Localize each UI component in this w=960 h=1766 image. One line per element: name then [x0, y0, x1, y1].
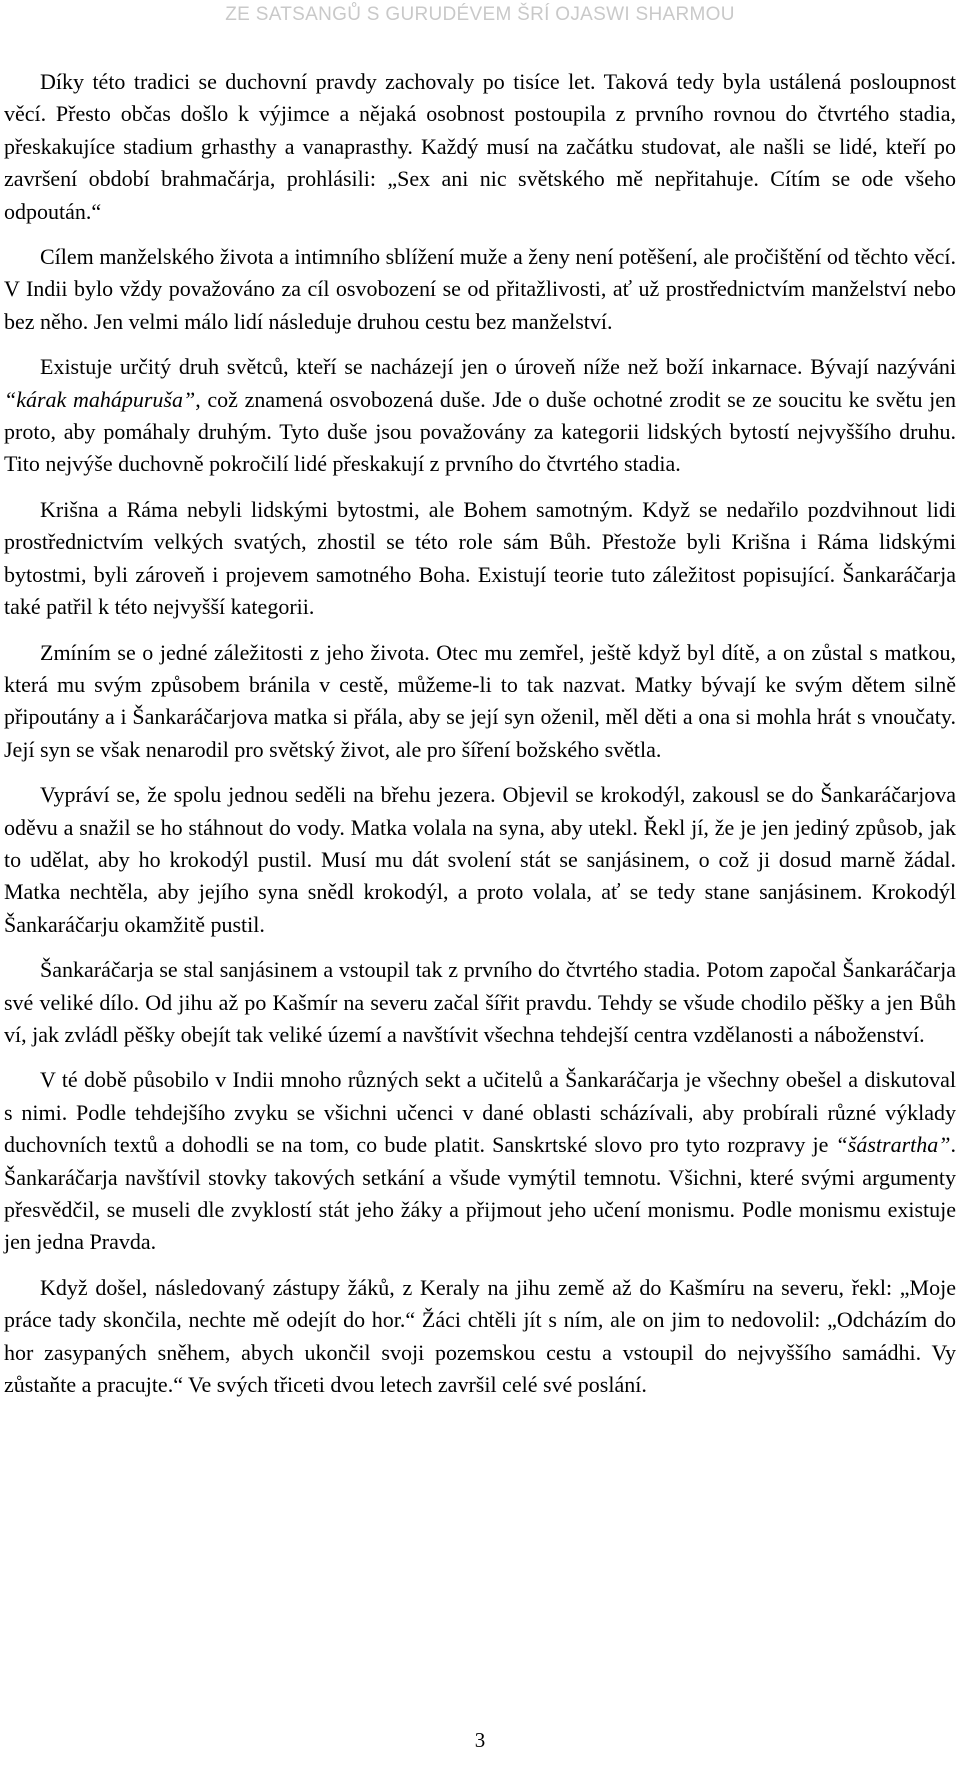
- paragraph: [4, 351, 956, 481]
- text-run: Vypráví se, že spolu jednou seděli na břehu jezera. Objevil se krokodýl, zakousl se do Šankaráčarjova oděvu a snažil se ho stáhnout do vody. Matka volala na syna, aby utekl. Řekl jí, že je jen jediný způsob, jak to udělat, aby ho krokodýl pustil. Musí mu dát svolení stát se sanjásinem, o což ji dosud marně žádal. Matka nechtěla, aby jejího syna snědl krokodýl, a proto volala, ať se tedy stane sanjásinem. Krokodýl Šankaráčarju okamžitě pustil.: [4, 782, 956, 937]
- paragraph: [4, 66, 956, 228]
- text-run: . Šankaráčarja navštívil stovky takových setkání a všude vymýtil temnotu. Všichni, které svými argumenty přesvědčil, se museli dle zvyklostí stát jeho žáky a přijmout jeho učení monismu. Podle monismu existuje jen jedna Pravda.: [4, 1132, 956, 1255]
- paragraph: [4, 1064, 956, 1258]
- running-header: ZE SATSANGŮ S GURUDÉVEM ŠRÍ OJASWI SHARMOU: [225, 4, 735, 25]
- paragraph: [4, 954, 956, 1051]
- italic-term: “kárak mahápuruša”: [4, 386, 196, 412]
- text-run: Existuje určitý druh světců, kteří se nacházejí jen o úroveň níže než boží inkarnace. Bývají nazýváni: [40, 354, 956, 380]
- text-run: Díky této tradici se duchovní pravdy zachovaly po tisíce let. Taková tedy byla ustálená posloupnost věcí. Přesto občas došlo k výjimce a nějaká osobnost postoupila z prvního rovnou do čtvrtého stadia, přeskakujíce stadium grhasthy a vanaprasthy. Každý musí na začátku studovat, ale našli se lidé, kteří po završení období brahmačárja, prohlásili: „Sex ani nic světského mě nepřitahuje. Cítím se ode všeho odpoután.“: [4, 69, 956, 224]
- text-run: , což znamená osvobozená duše. Jde o duše ochotné zrodit se ze soucitu ke světu jen proto, aby pomáhaly druhým. Tyto duše jsou považovány za kategorii lidských bytostí nejvyššího druhu. Tito nejvýše duchovně pokročilí lidé přeskakují z prvního do čtvrtého stadia.: [4, 386, 956, 477]
- text-run: Šankaráčarja se stal sanjásinem a vstoupil tak z prvního do čtvrtého stadia. Potom započal Šankaráčarja své veliké dílo. Od jihu až po Kašmír na severu začal šířit pravdu. Tehdy se všude chodilo pěšky a jen Bůh ví, jak zvládl pěšky obejít tak veliké území a navštívit všechna tehdejší centra vzdělanosti a náboženství.: [4, 957, 956, 1047]
- paragraph: [4, 494, 956, 624]
- paragraph: [4, 779, 956, 941]
- page-number: 3: [474, 1728, 486, 1752]
- text-run: V té době působilo v Indii mnoho různých sekt a učitelů a Šankaráčarja je všechny obešel a diskutoval s nimi. Podle tehdejšího zvyku se všichni učenci v dané oblasti scházívali, aby probírali různé výklady duchovních textů a dohodli se na tom, co bude platit. Sanskrtské slovo pro tyto rozpravy je: [4, 1067, 956, 1158]
- text-run: Zmíním se o jedné záležitosti z jeho života. Otec mu zemřel, ještě když byl dítě, a on zůstal s matkou, která mu svým způsobem bránila v cestě, můžeme-li to tak nazvat. Matky bývají ke svým dětem silně připoutány a i Šankaráčarjova matka si přála, aby se její syn oženil, měl děti a ona si mohla hrát s vnoučaty. Její syn se však nenarodil pro světský život, ale pro šíření božského světla.: [4, 639, 956, 762]
- text-run: Krišna a Ráma nebyli lidskými bytostmi, ale Bohem samotným. Když se nedařilo pozdvihnout lidi prostřednictvím velkých svatých, zhostil se této role sám Bůh. Přestože byli Krišna i Ráma lidskými bytostmi, byli zároveň i projevem samotného Boha. Existují teorie tuto záležitost popisující. Šankaráčarja také patřil k této nejvyšší kategorii.: [4, 496, 956, 620]
- text-run: Když došel, následovaný zástupy žáků, z Keraly na jihu země až do Kašmíru na severu, řekl: „Moje práce tady skončila, nechte mě odejít do hor.“ Žáci chtěli jít s ním, ale on jim to nedovolil: „Odcházím do hor zasypaných sněhem, abych ukončil svoji pozemskou cestu a vstoupil do nejvyššího samádhi. Vy zůstaňte a pracujte.“ Ve svých třiceti dvou letech završil celé své poslání.: [4, 1274, 956, 1398]
- body-text: [4, 66, 956, 1414]
- paragraph: [4, 1272, 956, 1402]
- paragraph: [4, 637, 956, 767]
- paragraph: [4, 241, 956, 338]
- text-run: Cílem manželského života a intimního sblížení muže a ženy není potěšení, ale pročištění od těchto věcí. V Indii bylo vždy považováno za cíl osvobození se od přitažlivosti, ať už prostřednictvím manželství nebo bez něho. Jen velmi málo lidí následuje druhou cestu bez manželství.: [4, 244, 956, 334]
- italic-term: “šástrartha”: [835, 1132, 951, 1158]
